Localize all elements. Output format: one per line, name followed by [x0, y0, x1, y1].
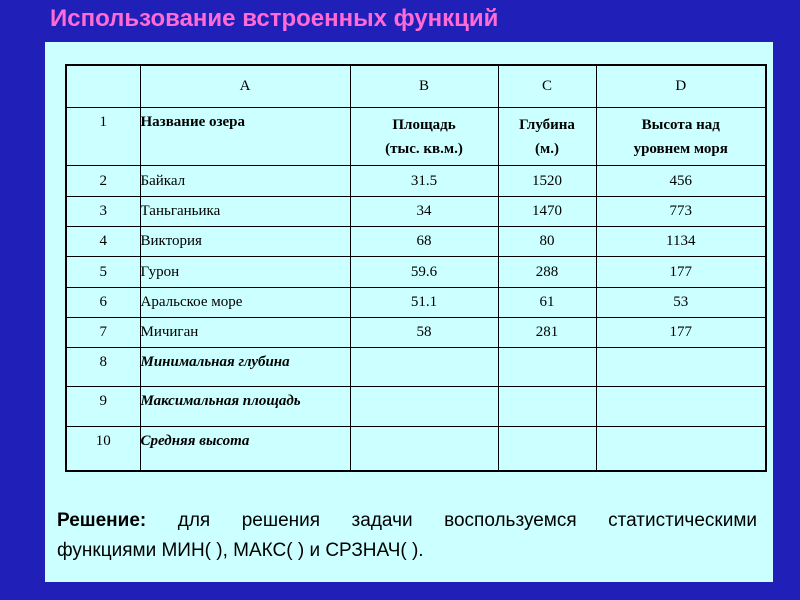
row-number: 1 [66, 107, 140, 166]
summary-cell-b[interactable] [350, 348, 498, 386]
summary-cell-d[interactable] [596, 386, 766, 426]
lake-height: 177 [596, 317, 766, 347]
summary-label: Максимальная площадь [140, 386, 350, 426]
table-row [66, 317, 766, 347]
column-header-a: A [140, 65, 350, 107]
lake-height: 177 [596, 257, 766, 287]
lake-area: 34 [350, 196, 498, 226]
header-height-line2: уровнем моря [633, 140, 728, 157]
header-height-line1: Высота над [641, 116, 720, 133]
lake-area: 59.6 [350, 257, 498, 287]
header-depth-line2: (м.) [535, 140, 559, 157]
header-height [596, 107, 766, 166]
lake-depth: 61 [498, 287, 596, 317]
row-number: 2 [66, 166, 140, 196]
header-area [350, 107, 498, 166]
summary-cell-c[interactable] [498, 427, 596, 471]
lake-height: 456 [596, 166, 766, 196]
solution-line2: функциями МИН( ), МАКС( ) и СРЗНАЧ( ). [57, 540, 424, 561]
content-panel [45, 42, 773, 582]
table-row [66, 196, 766, 226]
table-header-row [66, 107, 766, 166]
summary-cell-d[interactable] [596, 348, 766, 386]
lake-name: Виктория [140, 227, 350, 257]
table-row [66, 227, 766, 257]
lake-name: Таньганьика [140, 196, 350, 226]
summary-cell-d[interactable] [596, 427, 766, 471]
row-number: 6 [66, 287, 140, 317]
row-number: 9 [66, 386, 140, 426]
header-depth [498, 107, 596, 166]
lakes-table [65, 64, 767, 472]
summary-label: Средняя высота [140, 427, 350, 471]
header-area-line2: (тыс. кв.м.) [385, 140, 463, 157]
lake-depth: 1520 [498, 166, 596, 196]
column-header-d: D [596, 65, 766, 107]
solution-line1-rest: для решения задачи воспользуемся статистическими [177, 510, 758, 531]
lake-height: 1134 [596, 227, 766, 257]
lake-height: 773 [596, 196, 766, 226]
lake-depth: 80 [498, 227, 596, 257]
lake-area: 51.1 [350, 287, 498, 317]
header-area-line1: Площадь [392, 116, 456, 133]
lake-area: 68 [350, 227, 498, 257]
summary-cell-b[interactable] [350, 427, 498, 471]
solution-lead: Решение: [57, 510, 147, 531]
summary-row [66, 386, 766, 426]
lake-name: Байкал [140, 166, 350, 196]
lake-depth: 288 [498, 257, 596, 287]
table-row [66, 166, 766, 196]
table-row [66, 287, 766, 317]
column-header-row [66, 65, 766, 107]
slide-title: Использование встроенных функций [50, 5, 499, 32]
solution-line1 [57, 506, 757, 536]
row-number: 7 [66, 317, 140, 347]
lake-depth: 1470 [498, 196, 596, 226]
summary-label: Минимальная глубина [140, 348, 350, 386]
summary-cell-c[interactable] [498, 386, 596, 426]
summary-cell-b[interactable] [350, 386, 498, 426]
solution-text [57, 506, 757, 566]
header-depth-line1: Глубина [519, 116, 575, 133]
row-number: 8 [66, 348, 140, 386]
row-number: 4 [66, 227, 140, 257]
summary-row [66, 348, 766, 386]
lake-depth: 281 [498, 317, 596, 347]
column-header-c: C [498, 65, 596, 107]
summary-cell-c[interactable] [498, 348, 596, 386]
row-number: 10 [66, 427, 140, 471]
lake-name: Аральское море [140, 287, 350, 317]
table-row [66, 257, 766, 287]
lake-area: 58 [350, 317, 498, 347]
lake-area: 31.5 [350, 166, 498, 196]
lake-name: Гурон [140, 257, 350, 287]
summary-row [66, 427, 766, 471]
column-header-b: B [350, 65, 498, 107]
column-header-corner [66, 65, 140, 107]
lake-name: Мичиган [140, 317, 350, 347]
lake-height: 53 [596, 287, 766, 317]
header-lake-name: Название озера [140, 107, 350, 166]
row-number: 3 [66, 196, 140, 226]
row-number: 5 [66, 257, 140, 287]
